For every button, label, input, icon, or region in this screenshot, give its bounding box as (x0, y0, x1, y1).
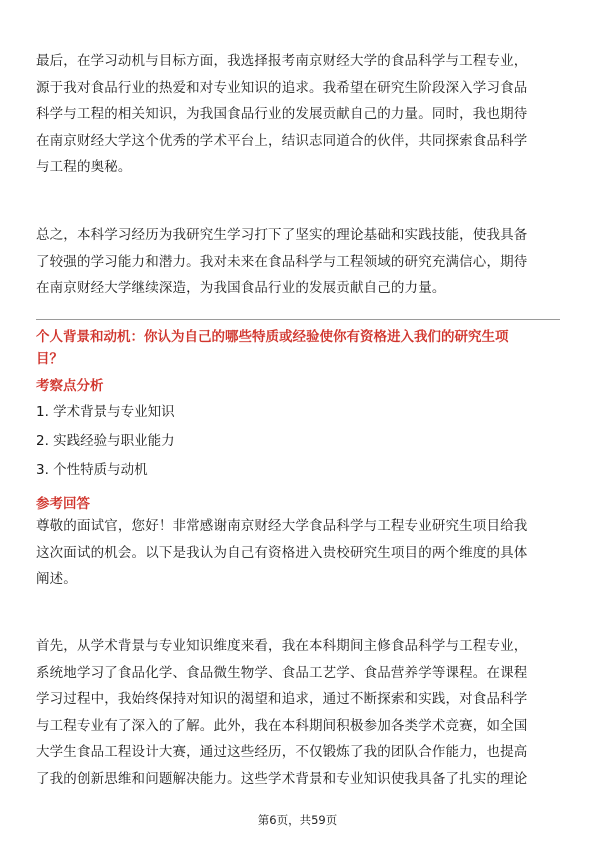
paragraph-answer-intro (36, 513, 560, 593)
text-line: 大学生食品工程设计大赛，通过这些经历，不仅锻炼了我的团队合作能力，也提高 (36, 744, 528, 760)
analysis-item: 3. 个性特质与动机 (36, 462, 148, 478)
text-line: 这次面试的机会。以下是我认为自己有资格进入贵校研究生项目的两个维度的具体 (36, 544, 528, 561)
text-line: 阐述。 (36, 571, 77, 587)
text-line: 与工程专业有了深入的了解。此外，我在本科期间积极参加各类学术竞赛，如全国 (36, 717, 528, 734)
text-line: 在南京财经大学这个优秀的学术平台上，结识志同道合的伙伴，共同探索食品科学 (36, 132, 528, 149)
answer-heading: 参考回答 (36, 496, 90, 512)
text-line: 学习过程中，我始终保持对知识的渴望和追求，通过不断探索和实践，对食品科学 (36, 691, 528, 707)
interview-question (36, 326, 560, 370)
text-line: 与工程的奥秘。 (36, 159, 132, 175)
text-line: 科学与工程的相关知识，为我国食品行业的发展贡献自己的力量。同时，我也期待 (36, 106, 528, 122)
question-line: 目？ (36, 351, 63, 367)
text-line: 最后，在学习动机与目标方面，我选择报考南京财经大学的食品科学与工程专业， (36, 53, 528, 69)
question-line: 个人背景和动机：你认为自己的哪些特质或经验使你有资格进入我们的研究生项 (36, 329, 509, 345)
page-number: 第6页，共59页 (257, 813, 338, 827)
text-line: 尊敬的面试官，您好！非常感谢南京财经大学食品科学与工程专业研究生项目给我 (36, 518, 528, 534)
text-line: 了我的创新思维和问题解决能力。这些学术背景和专业知识使我具备了扎实的理论 (36, 770, 528, 787)
analysis-item: 2. 实践经验与职业能力 (36, 433, 175, 449)
text-line: 总之，本科学习经历为我研究生学习打下了坚实的理论基础和实践技能，使我具备 (36, 227, 528, 243)
text-line: 源于我对食品行业的热爱和对专业知识的追求。我希望在研究生阶段深入学习食品 (36, 79, 528, 96)
paragraph-summary (36, 222, 560, 302)
analysis-heading: 考察点分析 (36, 378, 104, 394)
text-line: 了较强的学习能力和潜力。我对未来在食品科学与工程领域的研究充满信心，期待 (36, 253, 528, 270)
section-divider (36, 319, 560, 320)
text-line: 在南京财经大学继续深造，为我国食品行业的发展贡献自己的力量。 (36, 280, 446, 296)
paragraph-answer-academic (36, 633, 560, 792)
text-line: 首先，从学术背景与专业知识维度来看，我在本科期间主修食品科学与工程专业， (36, 638, 528, 654)
paragraph-motivation (36, 48, 560, 181)
analysis-item: 1. 学术背景与专业知识 (36, 404, 175, 420)
text-line: 系统地学习了食品化学、食品微生物学、食品工艺学、食品营养学等课程。在课程 (36, 664, 528, 681)
